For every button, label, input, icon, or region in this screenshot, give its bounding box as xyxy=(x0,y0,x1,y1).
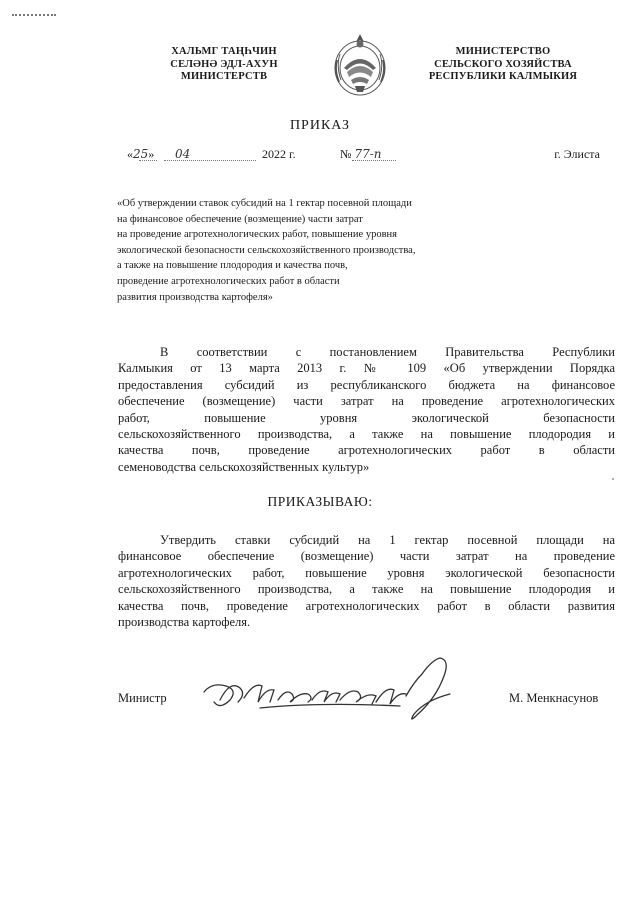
header-left-kalmyk xyxy=(140,46,308,84)
date-month-value: 04 xyxy=(175,147,191,161)
subject-line: на проведение агротехнологических работ, повышение уровня xyxy=(117,229,397,241)
body-line: производства картофеля. xyxy=(118,614,251,629)
body-line: Утвердить ставки субсидий на 1 гектар посевной площади на xyxy=(160,533,615,547)
order-body-paragraph xyxy=(118,532,615,630)
kalmykia-coat-of-arms-icon xyxy=(331,30,389,98)
header-right-line-2: СЕЛЬСКОГО ХОЗЯЙСТВА xyxy=(434,58,572,70)
body-line: качества почв, проведение агротехнологических работ в области развития xyxy=(118,598,615,613)
header-left-line-2: СЕЛӘНӘ ЭДЛ-АХУН xyxy=(170,58,278,70)
header-right-line-1: МИНИСТЕРСТВО xyxy=(455,46,551,57)
body-line: сельскохозяйственного производства, а также на повышение плодородия и xyxy=(118,582,615,597)
date-day: «25» xyxy=(127,147,155,161)
subject-line: на финансовое обеспечение (возмещение) части затрат xyxy=(117,213,363,225)
header-left-line-1: ХАЛЬМГ ТАҢҺЧИН xyxy=(171,46,277,57)
minister-name: М. Менкнасунов xyxy=(509,691,599,705)
subject-line: развития производства картофеля» xyxy=(117,291,273,303)
order-number-value: 77-п xyxy=(354,147,382,161)
preamble-line: предоставления субсидий из республиканского бюджета на финансовое xyxy=(118,377,615,392)
body-line: агротехнологических работ, повышение уровня экологической безопасности xyxy=(118,565,615,580)
preamble-paragraph xyxy=(118,344,615,475)
scan-speck xyxy=(612,478,614,480)
preamble-line: В соответствии с постановлением Правительства Республики xyxy=(160,345,615,359)
header-right-russian xyxy=(398,46,608,84)
date-day-underline xyxy=(139,160,157,161)
preamble-line: Калмыкия от 13 марта 2013 г. № 109 «Об утверждении Порядка xyxy=(118,361,615,376)
preamble-line: обеспечение (возмещение) части затрат на проведение агротехнологических xyxy=(118,394,615,409)
scan-artifact xyxy=(12,14,56,19)
document-title: ПРИКАЗ xyxy=(289,118,351,133)
minister-position-label: Министр xyxy=(118,691,167,705)
date-day-value: 25 xyxy=(133,147,149,161)
preamble-line: семеноводства сельскохозяйственных культур» xyxy=(118,459,370,474)
preamble-line: сельскохозяйственного производства, а также на повышение плодородия и xyxy=(118,426,615,441)
number-underline xyxy=(352,160,396,161)
preamble-line: работ, повышение уровня экологической безопасности xyxy=(118,410,615,425)
header-right-line-3: РЕСПУБЛИКИ КАЛМЫКИЯ xyxy=(428,71,578,82)
handwritten-signature xyxy=(200,652,470,732)
subject-line: проведение агротехнологических работ в области xyxy=(117,275,340,287)
date-year: 2022 г. xyxy=(262,147,296,161)
preamble-line: качества почв, проведение агротехнологических работ в области xyxy=(118,443,615,458)
order-subject xyxy=(117,196,415,305)
number-prefix: № xyxy=(340,147,352,161)
header-left-line-3: МИНИСТЕРСТВ xyxy=(180,71,268,82)
city: г. Элиста xyxy=(554,147,600,161)
subject-line: «Об утверждении ставок субсидий на 1 гектар посевной площади xyxy=(117,198,412,209)
subject-line: экологической безопасности сельскохозяйственного производства, xyxy=(117,244,416,256)
subject-line: а также на повышение плодородия и качества почв, xyxy=(117,260,348,272)
date-month-underline xyxy=(164,160,256,161)
body-line: финансовое обеспечение (возмещение) части затрат на проведение xyxy=(118,549,615,564)
order-heading: ПРИКАЗЫВАЮ: xyxy=(267,494,373,509)
